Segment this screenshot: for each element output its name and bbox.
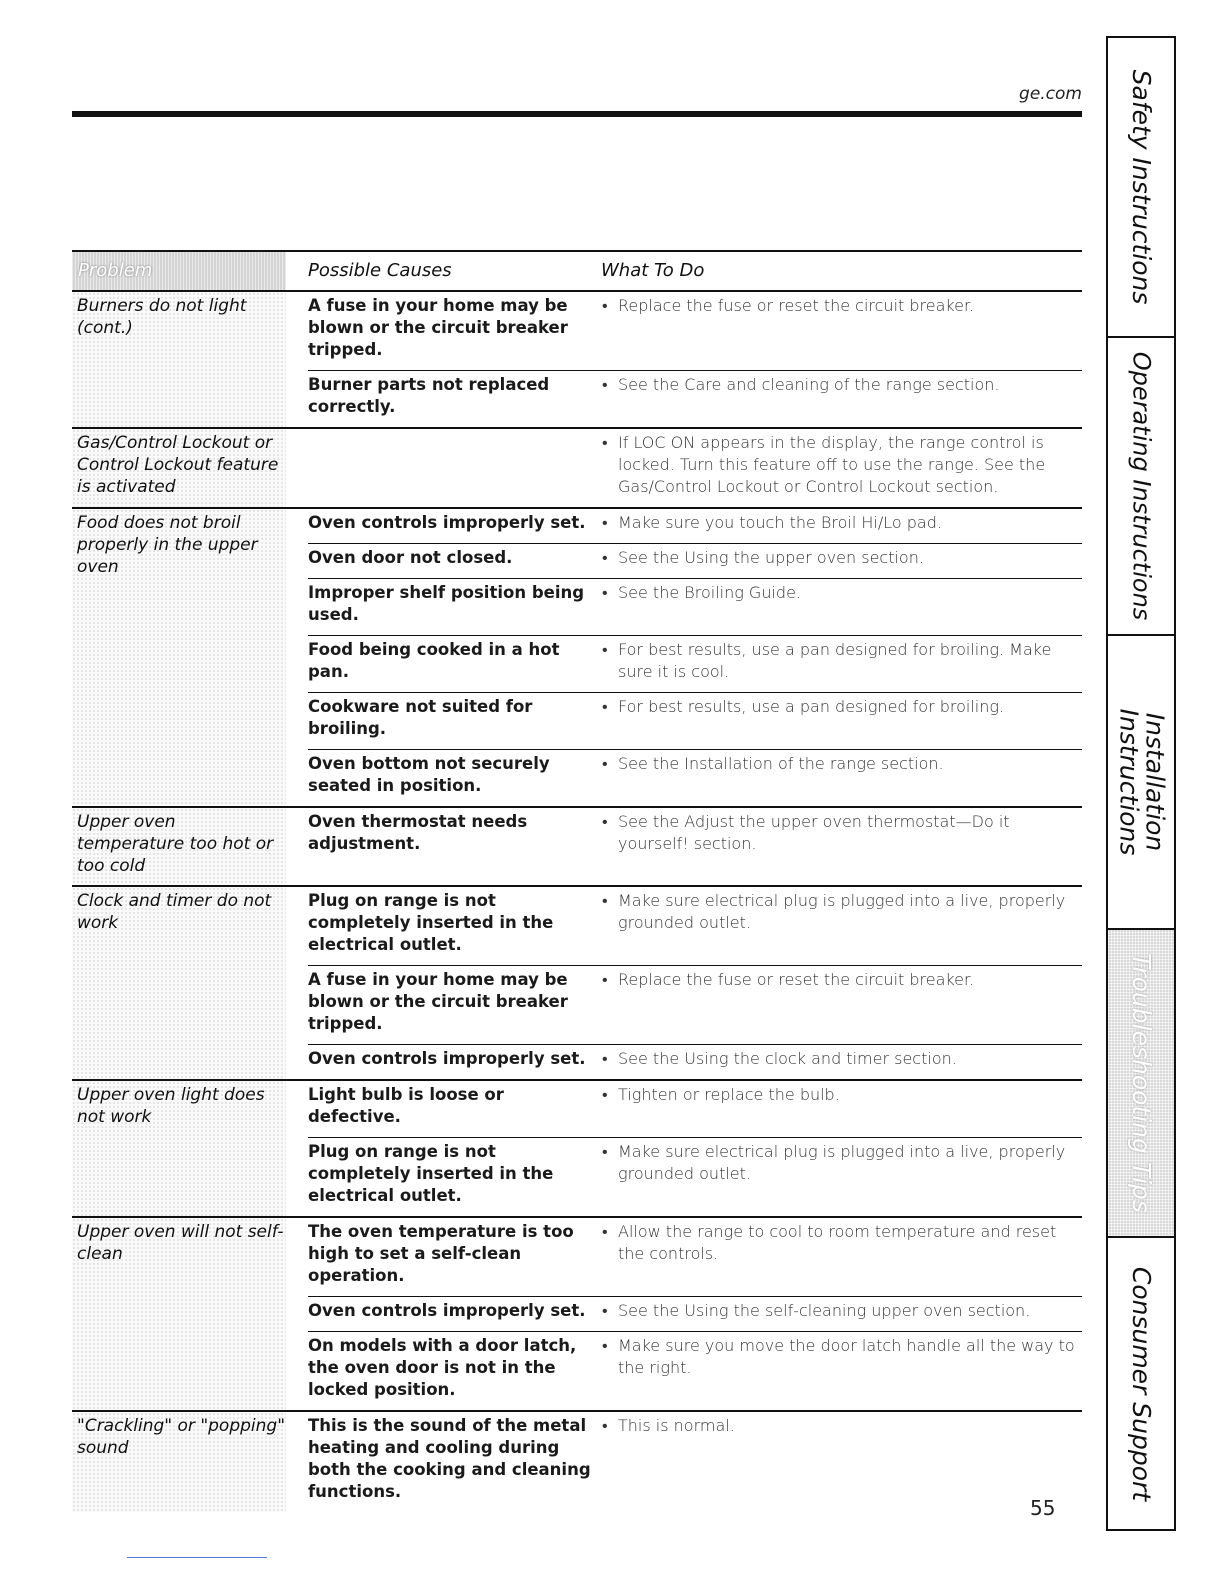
side-tab-label: Troubleshooting Tips	[1127, 953, 1157, 1213]
side-tab-label: Operating Instructions	[1127, 351, 1156, 621]
problem-label: Upper oven light does not work	[72, 1081, 286, 1216]
cause-text: Oven controls improperly set.	[308, 1301, 586, 1320]
problem-group	[72, 1412, 1082, 1512]
todo-text: Allow the range to cool to room temperature and reset the controls.	[618, 1222, 1057, 1263]
todo-text: Make sure electrical plug is plugged into a live, properly grounded outlet.	[618, 1142, 1066, 1183]
side-tab-operating[interactable]	[1108, 338, 1174, 636]
problem-group	[72, 509, 1082, 808]
todo-text: Make sure you touch the Broil Hi/Lo pad.	[618, 513, 942, 532]
cause-text: Oven bottom not securely seated in position.	[308, 754, 550, 795]
side-tab-label: Safety Instructions	[1127, 69, 1157, 305]
todo-text: If LOC ON appears in the display, the range control is locked. Turn this feature off to use the range. See the Gas/Control Lockout or Control Lockout section.	[618, 433, 1046, 496]
cause-text: Cookware not suited for broiling.	[308, 697, 533, 738]
header-possible-causes: Possible Causes	[308, 260, 452, 281]
todo-text: See the Adjust the upper oven thermostat—Do it yourself! section.	[618, 812, 1010, 853]
problem-group	[72, 429, 1082, 509]
site-url: ge.com	[1019, 84, 1082, 104]
side-tab-troubleshooting[interactable]	[1108, 930, 1174, 1238]
side-tab-installation[interactable]	[1108, 636, 1174, 930]
problem-label: Clock and timer do not work	[72, 887, 286, 1079]
problem-group	[72, 1218, 1082, 1412]
table-row: Oven controls improperly set. • See the Using the self-cleaning upper oven section.	[308, 1297, 1082, 1332]
problem-group	[72, 292, 1082, 429]
cause-text: On models with a door latch, the oven door is not in the locked position.	[308, 1336, 577, 1399]
todo-text: See the Installation of the range section.	[618, 754, 944, 773]
table-row: On models with a door latch, the oven door is not in the locked position. • Make sure you move the door latch handle all the way to the right.	[308, 1336, 1075, 1399]
problem-group	[72, 887, 1082, 1081]
troubleshooting-table	[72, 250, 1082, 1512]
cause-text: This is the sound of the metal heating and cooling during both the cooking and cleaning functions.	[308, 1416, 591, 1501]
table-row: This is the sound of the metal heating and cooling during both the cooking and cleaning functions. • This is normal.	[308, 1416, 735, 1501]
todo-text: For best results, use a pan designed for broiling. Make sure it is cool.	[618, 640, 1052, 681]
side-tab-consumer-support[interactable]	[1108, 1238, 1174, 1529]
table-row: Oven controls improperly set. • Make sure you touch the Broil Hi/Lo pad.	[308, 509, 1082, 544]
problem-label: Burners do not light (cont.)	[72, 292, 286, 427]
cause-text: A fuse in your home may be blown or the circuit breaker tripped.	[308, 970, 568, 1033]
header-rule	[72, 111, 1082, 117]
cause-text: A fuse in your home may be blown or the circuit breaker tripped.	[308, 296, 568, 359]
cause-text: Oven door not closed.	[308, 548, 513, 567]
cause-text: Improper shelf position being used.	[308, 583, 585, 624]
table-row: Burner parts not replaced correctly. • See the Care and cleaning of the range section.	[308, 375, 1000, 416]
todo-text: See the Using the upper oven section.	[618, 548, 924, 567]
problem-label: "Crackling" or "popping" sound	[72, 1412, 286, 1512]
side-tab-bar	[1106, 36, 1176, 1531]
table-row: The oven temperature is too high to set a self-clean operation. • Allow the range to cool to room temperature and reset the controls.	[308, 1218, 1082, 1297]
table-row: Food being cooked in a hot pan. • For best results, use a pan designed for broiling. Make sure it is cool.	[308, 636, 1082, 693]
side-tab-safety[interactable]	[1108, 38, 1174, 338]
table-row: Light bulb is loose or defective. • Tighten or replace the bulb.	[308, 1081, 1082, 1138]
todo-text: Tighten or replace the bulb.	[618, 1085, 840, 1104]
cause-text: Plug on range is not completely inserted in the electrical outlet.	[308, 1142, 554, 1205]
cause-text: Plug on range is not completely inserted in the electrical outlet.	[308, 891, 554, 954]
table-row: Oven bottom not securely seated in position. • See the Installation of the range section.	[308, 754, 944, 795]
problem-label: Gas/Control Lockout or Control Lockout feature is activated	[72, 429, 286, 507]
todo-text: See the Using the self-cleaning upper oven section.	[618, 1301, 1031, 1320]
table-row: • If LOC ON appears in the display, the range control is locked. Turn this feature off to use the range. See the Gas/Control Lockout or Control Lockout section.	[308, 429, 1082, 507]
cause-text: Light bulb is loose or defective.	[308, 1085, 504, 1126]
table-row: Oven thermostat needs adjustment. • See the Adjust the upper oven thermostat—Do it yourself! section.	[308, 812, 1010, 853]
cause-text: Oven controls improperly set.	[308, 513, 586, 532]
cause-text	[308, 432, 602, 498]
todo-text: For best results, use a pan designed for broiling.	[618, 697, 1005, 716]
table-row: Plug on range is not completely inserted in the electrical outlet. • Make sure electrical plug is plugged into a live, properly grounded outlet.	[308, 887, 1082, 966]
table-row: Oven controls improperly set. • See the Using the clock and timer section.	[308, 1049, 957, 1068]
header-problem: Problem	[72, 252, 286, 290]
problem-group	[72, 808, 1082, 887]
todo-text: Make sure electrical plug is plugged into a live, properly grounded outlet.	[618, 891, 1066, 932]
todo-text: Replace the fuse or reset the circuit breaker.	[618, 296, 975, 315]
footer-rule	[127, 1557, 267, 1558]
problem-group	[72, 1081, 1082, 1218]
side-tab-label: Installation Instructions	[1114, 708, 1170, 856]
todo-text: See the Care and cleaning of the range section.	[618, 375, 1000, 394]
todo-text: This is normal.	[618, 1416, 735, 1435]
todo-text: See the Using the clock and timer section.	[618, 1049, 957, 1068]
cause-text: Oven thermostat needs adjustment.	[308, 812, 528, 853]
todo-text: Make sure you move the door latch handle all the way to the right.	[618, 1336, 1075, 1377]
table-row: Cookware not suited for broiling. • For best results, use a pan designed for broiling.	[308, 693, 1082, 750]
table-row: Improper shelf position being used. • See the Broiling Guide.	[308, 579, 1082, 636]
cause-text: Oven controls improperly set.	[308, 1049, 586, 1068]
table-row: Plug on range is not completely inserted in the electrical outlet. • Make sure electrical plug is plugged into a live, properly grounded outlet.	[308, 1142, 1066, 1205]
todo-text: See the Broiling Guide.	[618, 583, 801, 602]
cause-text: Food being cooked in a hot pan.	[308, 640, 560, 681]
table-row: A fuse in your home may be blown or the circuit breaker tripped. • Replace the fuse or reset the circuit breaker.	[308, 966, 1082, 1045]
table-header	[72, 250, 1082, 292]
problem-label: Upper oven will not self-clean	[72, 1218, 286, 1410]
page-number: 55	[1030, 1496, 1056, 1520]
todo-text: Replace the fuse or reset the circuit breaker.	[618, 970, 975, 989]
table-row: Oven door not closed. • See the Using the upper oven section.	[308, 544, 1082, 579]
problem-label: Upper oven temperature too hot or too cold	[72, 808, 286, 885]
cause-text: The oven temperature is too high to set a self-clean operation.	[308, 1222, 574, 1285]
table-row: A fuse in your home may be blown or the circuit breaker tripped. • Replace the fuse or reset the circuit breaker.	[308, 292, 1082, 371]
problem-label: Food does not broil properly in the upper oven	[72, 509, 286, 806]
cause-text: Burner parts not replaced correctly.	[308, 375, 550, 416]
side-tab-label: Consumer Support	[1127, 1266, 1157, 1501]
header-what-to-do: What To Do	[601, 260, 705, 281]
